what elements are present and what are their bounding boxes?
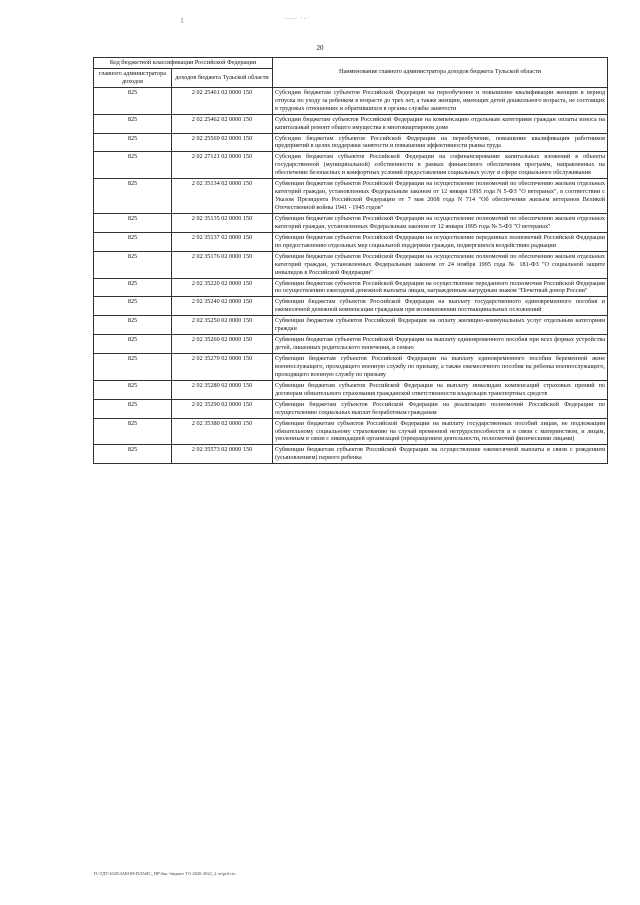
table-row	[94, 418, 608, 445]
admin-code-cell: 825	[94, 316, 172, 335]
revenue-name-cell: Субвенции бюджетам субъектов Российской Федерации на осуществление ежемесячной выплаты в связи с рождением (усыновлением) первого ребенка	[273, 445, 608, 464]
admin-code-cell: 825	[94, 133, 172, 152]
revenue-code-cell: 2 02 35260 02 0000 150	[172, 335, 273, 354]
admin-code-cell: 825	[94, 335, 172, 354]
header-row-group	[94, 58, 608, 69]
admin-code-cell: 825	[94, 418, 172, 445]
revenue-name-cell: Субсидии бюджетам субъектов Российской Федерации на переобучение, повышение квалификации работников предприятий в целях поддержки занятости и повышения эффективности рынка труда	[273, 133, 608, 152]
revenue-code-cell: 2 02 25462 02 0000 150	[172, 114, 273, 133]
revenue-code-cell: 2 02 27121 02 0000 150	[172, 152, 273, 179]
revenue-name-cell: Субвенции бюджетам субъектов Российской Федерации на осуществление полномочий по обеспечению жильем отдельных категорий граждан, установленных Федеральным законом от 12 января 1995 года № 5-ФЗ "О ветеранах"	[273, 213, 608, 232]
table-row	[94, 133, 608, 152]
revenue-code-cell: 2 02 35220 02 0000 150	[172, 278, 273, 297]
scan-mark: ·–— ·-·	[282, 14, 311, 22]
admin-code-cell: 825	[94, 297, 172, 316]
table-row	[94, 297, 608, 316]
revenue-code-cell: 2 02 35137 02 0000 150	[172, 232, 273, 251]
revenue-code-cell: 2 02 35135 02 0000 150	[172, 213, 273, 232]
revenue-name-cell: Субсидии бюджетам субъектов Российской Федерации на софинансирование капитальных вложений в объекты государственной (муниципальной) собственности в рамках финансового обеспечения программ, направленных на обеспечение безопасных и комфортных условий предоставления социальных услуг в сфере социального обслуживания	[273, 152, 608, 179]
header-revenue-code: доходов бюджета Тульской области	[172, 68, 273, 87]
header-classification-code: Код бюджетной классификации Российской Федерации	[94, 58, 273, 69]
revenue-name-cell: Субвенции бюджетам субъектов Российской Федерации на осуществление полномочий по обеспечению жильем отдельных категорий граждан, установленных Федеральным законом от 12 января 1995 года N 5-ФЗ "О ветеранах", в соответствии с Указом Президента Российской Федерации от 7 мая 2008 года N 714 "Об обеспечении жильем ветеранов Великой Отечественной войны 1941 - 1945 годов"	[273, 179, 608, 214]
header-administrator-name: Наименование главного администратора доходов бюджета Тульской области	[273, 58, 608, 88]
revenue-code-cell: 2 02 25461 02 0000 150	[172, 87, 273, 114]
table-row	[94, 445, 608, 464]
admin-code-cell: 825	[94, 213, 172, 232]
revenue-name-cell: Субвенции бюджетам субъектов Российской Федерации на выплату государственного единовременного пособия и ежемесячной денежной компенсации гражданам при возникновении поствакцинальных осложнений	[273, 297, 608, 316]
table-row	[94, 213, 608, 232]
admin-code-cell: 825	[94, 179, 172, 214]
table-row	[94, 114, 608, 133]
revenue-name-cell: Субвенции бюджетам субъектов Российской Федерации на реализацию полномочий Российской Федерации по осуществлению социальных выплат безработным гражданам	[273, 399, 608, 418]
admin-code-cell: 825	[94, 251, 172, 278]
revenue-code-cell: 2 02 35290 02 0000 150	[172, 399, 273, 418]
table-row	[94, 316, 608, 335]
admin-code-cell: 825	[94, 445, 172, 464]
table-row	[94, 354, 608, 381]
revenue-code-cell: 2 02 25569 02 0000 150	[172, 133, 273, 152]
revenue-code-cell: 2 02 35176 02 0000 150	[172, 251, 273, 278]
admin-code-cell: 825	[94, 380, 172, 399]
revenue-name-cell: Субвенции бюджетам субъектов Российской Федерации на осуществление переданных полномочий Российской Федерации по предоставлению отдельных мер социальной поддержки граждан, подвергшихся воздействию радиации	[273, 232, 608, 251]
revenue-code-cell: 2 02 35134 02 0000 150	[172, 179, 273, 214]
table-row	[94, 179, 608, 214]
admin-code-cell: 825	[94, 152, 172, 179]
admin-code-cell: 825	[94, 232, 172, 251]
table-row	[94, 399, 608, 418]
revenue-code-cell: 2 02 35280 02 0000 150	[172, 380, 273, 399]
file-path-footer: D:\ТДТ\2020\ЗАКОН\ПЛАНС_ПР\Зак. бюджет ТО 2020-2022_2 чт\pril.rtx	[94, 871, 236, 876]
revenue-code-cell: 2 02 35250 02 0000 150	[172, 316, 273, 335]
table-row	[94, 87, 608, 114]
revenue-code-cell: 2 02 35240 02 0000 150	[172, 297, 273, 316]
revenue-code-cell: 2 02 35573 02 0000 150	[172, 445, 273, 464]
revenue-name-cell: Субвенции бюджетам субъектов Российской Федерации на осуществление переданного полномочия Российской Федерации по осуществлению ежегодной денежной выплаты лицам, награжденным нагрудным знаком "Почетный донор России"	[273, 278, 608, 297]
revenue-name-cell: Субвенции бюджетам субъектов Российской Федерации на выплату единовременного пособия при всех формах устройства детей, лишенных родительского попечения, в семью	[273, 335, 608, 354]
revenue-name-cell: Субсидии бюджетам субъектов Российской Федерации на компенсацию отдельным категориям граждан оплаты взноса на капитальный ремонт общего имущества в многоквартирном доме	[273, 114, 608, 133]
revenue-name-cell: Субвенции бюджетам субъектов Российской Федерации на выплату инвалидам компенсаций страховых премий по договорам обязательного страхования гражданской ответственности владельцев транспортных средств	[273, 380, 608, 399]
revenue-code-cell: 2 02 35380 02 0000 150	[172, 418, 273, 445]
table-body	[94, 87, 608, 463]
admin-code-cell: 825	[94, 399, 172, 418]
header-admin-code: главного администратора доходов	[94, 68, 172, 87]
revenue-code-cell: 2 02 35270 02 0000 150	[172, 354, 273, 381]
revenue-name-cell: Субвенции бюджетам субъектов Российской Федерации на оплату жилищно-коммунальных услуг отдельным категориям граждан	[273, 316, 608, 335]
margin-mark: 1	[180, 16, 184, 25]
table-row	[94, 335, 608, 354]
table-row	[94, 251, 608, 278]
admin-code-cell: 825	[94, 87, 172, 114]
table-row	[94, 278, 608, 297]
page-number: 20	[316, 44, 324, 52]
revenue-classification-table	[93, 57, 608, 464]
revenue-name-cell: Субсидии бюджетам субъектов Российской Федерации на переобучение и повышение квалификации женщин в период отпуска по уходу за ребенком в возрасте до трех лет, а также женщин, имеющих детей дошкольного возраста, не состоящих в трудовых отношениях и обратившихся в органы службы занятости	[273, 87, 608, 114]
admin-code-cell: 825	[94, 354, 172, 381]
table-row	[94, 152, 608, 179]
revenue-name-cell: Субвенции бюджетам субъектов Российской Федерации на выплату государственных пособий лицам, не подлежащим обязательному социальному страхованию на случай временной нетрудоспособности и в связи с материнством, и лицам, уволенным в связи с ликвидацией организаций (прекращением деятельности, полномочий физическими лицами)	[273, 418, 608, 445]
revenue-name-cell: Субвенции бюджетам субъектов Российской Федерации на выплату единовременного пособия беременной жене военнослужащего, проходящего военную службу по призыву, а также ежемесячного пособия на ребенка военнослужащего, проходящего военную службу по призыву	[273, 354, 608, 381]
revenue-name-cell: Субвенции бюджетам субъектов Российской Федерации на осуществление полномочий по обеспечению жильем отдельных категорий граждан, установленных Федеральным законом от 24 ноября 1995 года № 181-ФЗ "О социальной защите инвалидов в Российской Федерации"	[273, 251, 608, 278]
admin-code-cell: 825	[94, 278, 172, 297]
table-row	[94, 232, 608, 251]
admin-code-cell: 825	[94, 114, 172, 133]
table-row	[94, 380, 608, 399]
